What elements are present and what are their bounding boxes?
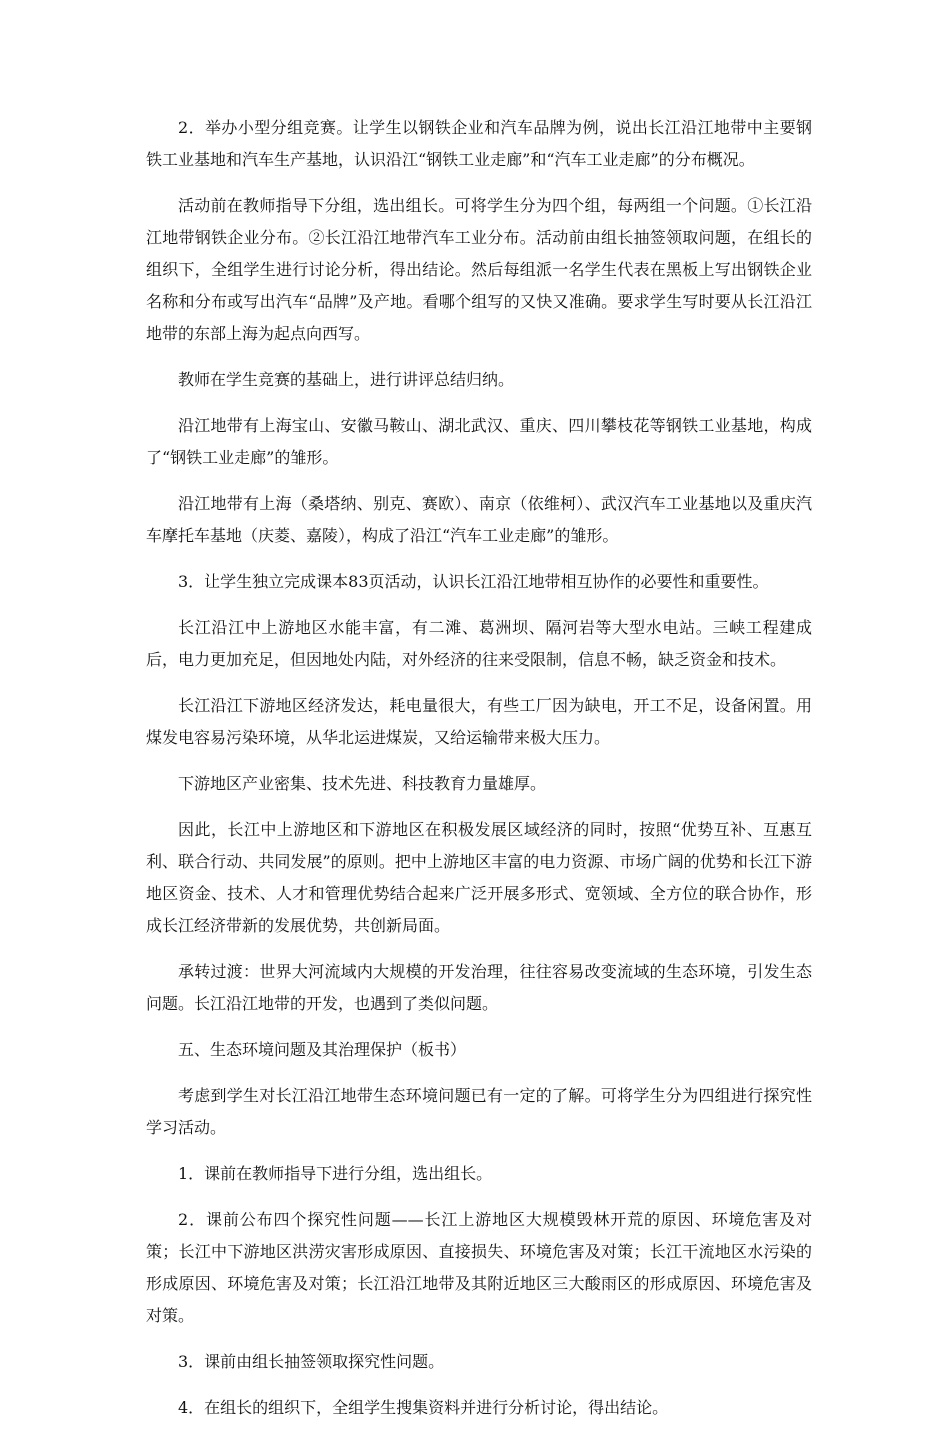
paragraph-cooperation: 因此，长江中上游地区和下游地区在积极发展区域经济的同时，按照“优势互补、互惠互利、联合行动、共同发展”的原则。把中上游地区丰富的电力资源、市场广阔的优势和长江下游地区资金、技术、人才和管理优势结合起来广泛开展多形式、宽领域、全方位的联合协作，形成长江经济带新的发展优势，共创新局面。	[146, 820, 812, 935]
list-item-step-4: 4．在组长的组织下，全组学生搜集资料并进行分析讨论，得出结论。	[178, 1398, 669, 1417]
paragraph-upper-reaches: 长江沿江中上游地区水能丰富，有二滩、葛洲坝、隔河岩等大型水电站。三峡工程建成后，电力更加充足，但因地处内陆，对外经济的往来受限制，信息不畅，缺乏资金和技术。	[146, 618, 812, 669]
list-item-step-3: 3．课前由组长抽签领取探究性问题。	[178, 1352, 445, 1371]
paragraph-activity-83: 3．让学生独立完成课本83页活动，认识长江沿江地带相互协作的必要性和重要性。	[178, 572, 769, 591]
paragraph-teacher-summary: 教师在学生竞赛的基础上，进行讲评总结归纳。	[178, 370, 515, 389]
document-page	[146, 112, 812, 1438]
paragraph-steel-corridor: 沿江地带有上海宝山、安徽马鞍山、湖北武汉、重庆、四川攀枝花等钢铁工业基地，构成了“钢铁工业走廊”的雏形。	[146, 416, 812, 467]
section-heading-ecology: 五、生态环境问题及其治理保护（板书）	[178, 1040, 467, 1059]
paragraph-lower-industry: 下游地区产业密集、技术先进、科技教育力量雄厚。	[178, 774, 547, 793]
paragraph-auto-corridor: 沿江地带有上海（桑塔纳、别克、赛欧）、南京（依维柯）、武汉汽车工业基地以及重庆汽车摩托车基地（庆菱、嘉陵），构成了沿江“汽车工业走廊”的雏形。	[146, 494, 812, 545]
list-item-step-2: 2．课前公布四个探究性问题——长江上游地区大规模毁林开荒的原因、环境危害及对策；长江中下游地区洪涝灾害形成原因、直接损失、环境危害及对策；长江干流地区水污染的形成原因、环境危害及对策；长江沿江地带及其附近地区三大酸雨区的形成原因、环境危害及对策。	[146, 1210, 812, 1325]
paragraph-inquiry-groups: 考虑到学生对长江沿江地带生态环境问题已有一定的了解。可将学生分为四组进行探究性学习活动。	[146, 1086, 812, 1137]
paragraph-competition-intro: 2．举办小型分组竞赛。让学生以钢铁企业和汽车品牌为例，说出长江沿江地带中主要钢铁工业基地和汽车生产基地，认识沿江“钢铁工业走廊”和“汽车工业走廊”的分布概况。	[146, 118, 812, 169]
paragraph-lower-reaches: 长江沿江下游地区经济发达，耗电量很大，有些工厂因为缺电，开工不足，设备闲置。用煤发电容易污染环境，从华北运进煤炭，又给运输带来极大压力。	[146, 696, 812, 747]
paragraph-transition: 承转过渡：世界大河流域内大规模的开发治理，往往容易改变流域的生态环境，引发生态问题。长江沿江地带的开发，也遇到了类似问题。	[146, 962, 812, 1013]
paragraph-grouping: 活动前在教师指导下分组，选出组长。可将学生分为四个组，每两组一个问题。①长江沿江地带钢铁企业分布。②长江沿江地带汽车工业分布。活动前由组长抽签领取问题，在组长的组织下，全组学生进行讨论分析，得出结论。然后每组派一名学生代表在黑板上写出钢铁企业名称和分布或写出汽车“品牌”及产地。看哪个组写的又快又准确。要求学生写时要从长江沿江地带的东部上海为起点向西写。	[146, 196, 812, 343]
list-item-step-1: 1．课前在教师指导下进行分组，选出组长。	[178, 1164, 493, 1183]
